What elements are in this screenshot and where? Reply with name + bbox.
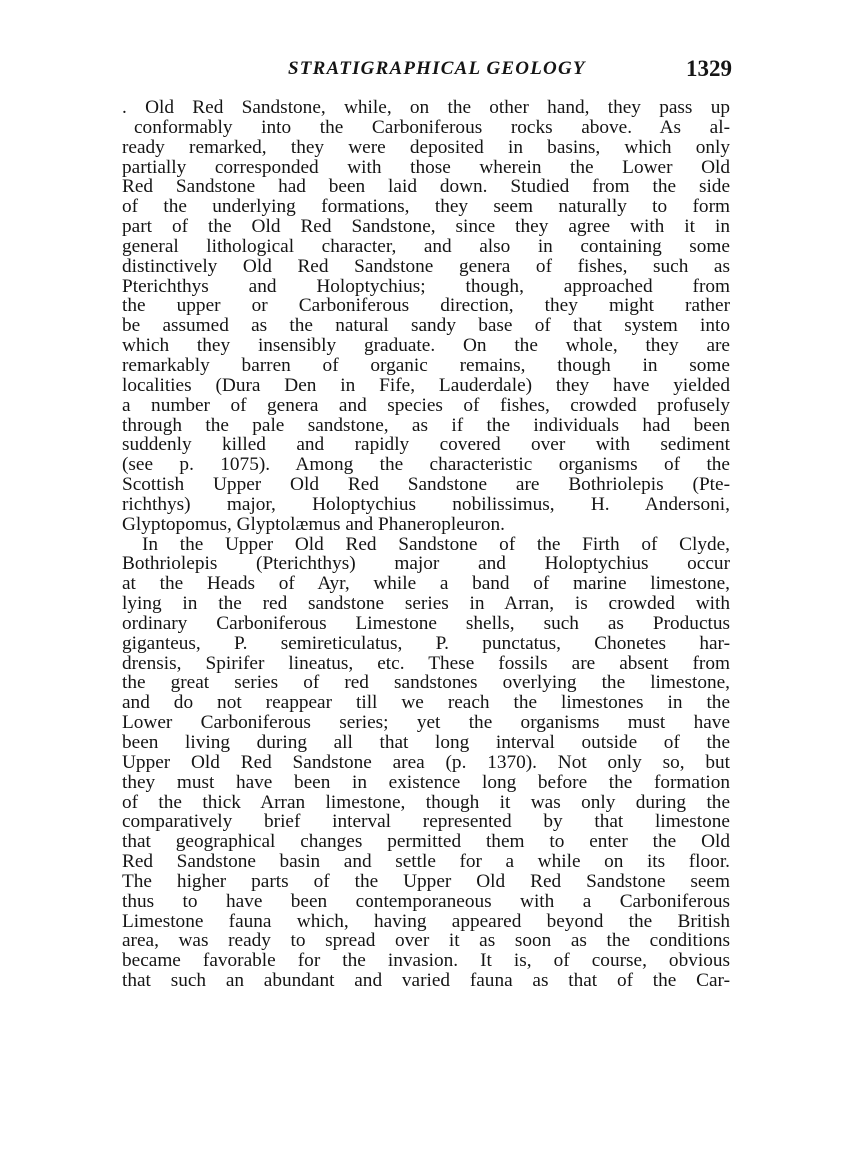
text-line: that such an abundant and varied fauna as that of the Car- [122,971,730,991]
text-line: localities (Dura Den in Fife, Lauderdale) they have yielded [122,375,730,396]
text-line: . Old Red Sandstone, while, on the other hand, they pass up [122,98,730,118]
text-line: suddenly killed and rapidly covered over with sediment [122,435,730,456]
text-line: Glyptopomus, Glyptolæmus and Phaneropleuron. [122,514,505,535]
text-line: Upper Old Red Sandstone area (p. 1370). Not only so, but [122,752,730,773]
text-line: Scottish Upper Old Red Sandstone are Bothriolepis (Pte- [122,475,730,495]
text-line: Red Sandstone basin and settle for a while on its floor. [122,852,730,872]
text-line: ordinary Carboniferous Limestone shells, such as Productus [122,613,730,634]
text-line: drensis, Spirifer lineatus, etc. These fossils are absent from [122,653,730,674]
text-line: through the pale sandstone, as if the individuals had been [122,415,730,436]
text-line: thus to have been contemporaneous with a Carboniferous [122,891,730,912]
text-line: The higher parts of the Upper Old Red Sandstone seem [122,871,730,892]
text-line: which they insensibly graduate. On the whole, they are [122,336,730,356]
text-line: ready remarked, they were deposited in basins, which only [122,137,730,158]
text-line: that geographical changes permitted them to enter the Old [122,832,730,853]
text-line: at the Heads of Ayr, while a band of marine limestone, [122,574,730,595]
text-line: distinctively Old Red Sandstone genera of fishes, such as [122,256,730,277]
running-head [122,58,734,90]
text-line: Limestone fauna which, having appeared beyond the British [122,911,730,932]
text-line: became favorable for the invasion. It is, of course, obvious [122,951,730,972]
text-line: Bothriolepis (Pterichthys) major and Holoptychius occur [122,554,730,575]
text-line: of the underlying formations, they seem naturally to form [122,197,730,218]
text-line: the upper or Carboniferous direction, they might rather [122,296,730,317]
text-line: area, was ready to spread over it as soon as the conditions [122,931,730,952]
text-line: (see p. 1075). Among the characteristic organisms of the [122,455,730,476]
running-title: STRATIGRAPHICAL GEOLOGY [288,58,586,79]
text-line: the great series of red sandstones overlying the limestone, [122,673,730,694]
text-line: Red Sandstone had been laid down. Studied from the side [122,177,730,198]
text-line: Pterichthys and Holoptychius; though, approached from [122,276,730,297]
text-line: of the thick Arran limestone, though it was only during the [122,792,730,813]
page-number: 1329 [686,56,732,81]
text-line: general lithological character, and also in containing some [122,236,730,257]
text-line: be assumed as the natural sandy base of that system into [122,316,730,337]
text-line: partially corresponded with those wherein the Lower Old [122,157,730,178]
text-line: richthys) major, Holoptychius nobilissimus, H. Andersoni, [122,494,730,515]
text-line: a number of genera and species of fishes, crowded profusely [122,395,730,416]
text-line: comparatively brief interval represented by that limestone [122,812,730,833]
text-line: and do not reappear till we reach the limestones in the [122,693,730,714]
text-line: conformably into the Carboniferous rocks above. As al- [134,117,730,138]
text-line: Lower Carboniferous series; yet the organisms must have [122,713,730,733]
text-line: giganteus, P. semireticulatus, P. punctatus, Chonetes har- [122,633,730,654]
text-line: been living during all that long interval outside of the [122,733,730,753]
text-line: remarkably barren of organic remains, though in some [122,355,730,376]
text-line: lying in the red sandstone series in Arran, is crowded with [122,594,730,614]
text-line: they must have been in existence long before the formation [122,772,730,793]
text-line: part of the Old Red Sandstone, since they agree with it in [122,217,730,237]
paragraph-first-line: In the Upper Old Red Sandstone of the Firth of Clyde, [142,534,730,555]
body-text [122,98,730,991]
